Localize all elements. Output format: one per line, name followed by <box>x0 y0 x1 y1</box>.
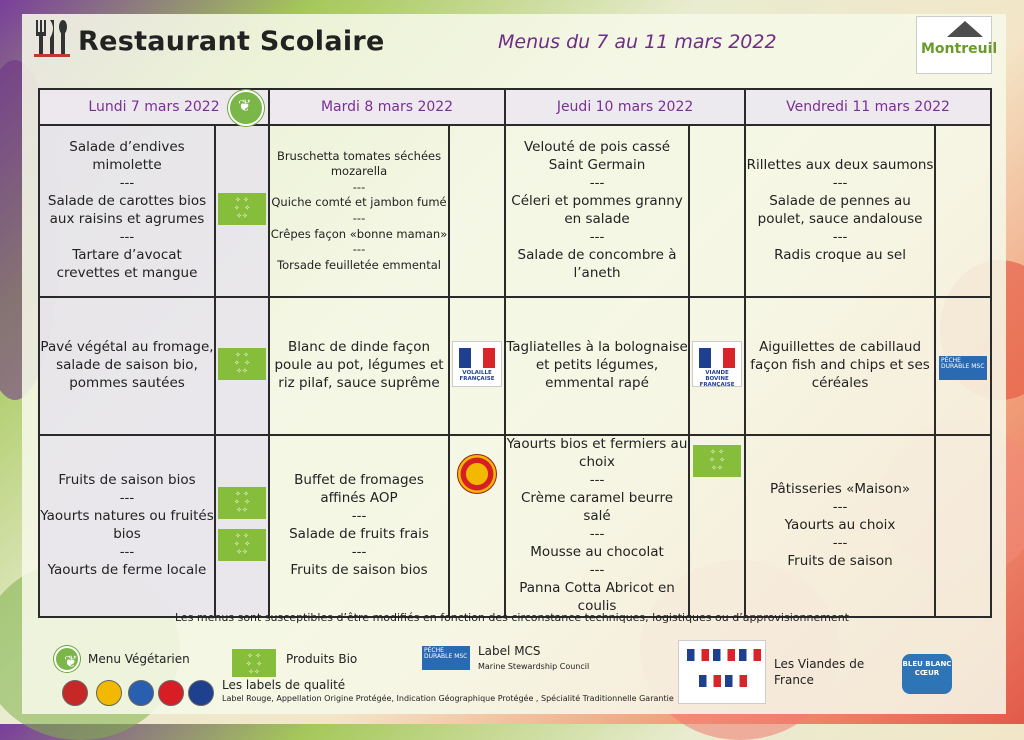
house-roof-icon <box>947 21 983 37</box>
dish-line: Fruits de saison bios <box>58 471 196 488</box>
dish-line: Yaourts natures ou fruités bios <box>40 507 214 542</box>
dish-separator: --- <box>119 228 135 245</box>
dish-separator: --- <box>832 498 848 515</box>
dish-line: Mousse au chocolat <box>530 543 664 560</box>
eu-organic-icon <box>232 649 276 677</box>
dish-line: Céleri et pommes granny en salade <box>511 193 683 227</box>
dish-line: Yaourts au choix <box>784 516 896 533</box>
dish-line: Crème caramel beurre salé <box>521 489 674 524</box>
dish-separator: --- <box>589 471 605 488</box>
badge-label: VOLAILLE FRANÇAISE <box>459 370 495 382</box>
label-cell-thursday <box>689 435 745 617</box>
dish-cell-monday: Pavé végétal au fromage, salade de saison bio, pommes sautées <box>39 297 215 435</box>
dish-separator: --- <box>119 175 135 192</box>
dish-cell-thursday <box>505 435 689 617</box>
stg-icon <box>188 680 214 706</box>
dish-line: Bruschetta tomates séchées mozarella <box>276 148 442 179</box>
city-logo-text: Montreuil <box>921 41 998 57</box>
eu-organic-icon <box>218 487 266 519</box>
dish-line: Crêpes façon «bonne maman» <box>270 226 448 241</box>
label-cell-friday <box>935 125 991 297</box>
legend-quality-title: Les labels de qualité <box>222 678 346 692</box>
week-subtitle: Menus du 7 au 11 mars 2022 <box>498 31 777 53</box>
dish-line: Torsade feuilletée emmental <box>277 257 441 272</box>
legend-vegetarian: Menu Végétarien <box>88 652 190 666</box>
dish-line: Fruits de saison <box>787 552 893 569</box>
legend-msc-title: Label MCS <box>478 644 541 658</box>
label-cell-thursday <box>689 297 745 435</box>
dish-line: Rillettes aux deux saumons <box>746 157 934 174</box>
label-cell-tuesday <box>449 125 505 297</box>
day-header-tuesday: Mardi 8 mars 2022 <box>269 89 505 125</box>
label-cell-monday <box>215 435 269 617</box>
dish-cell-tuesday <box>269 125 449 297</box>
aop-icon <box>96 680 122 706</box>
dish-cell-monday <box>39 435 215 617</box>
label-cell-thursday <box>689 125 745 297</box>
city-logo <box>916 16 998 74</box>
dish-cell-thursday <box>505 125 689 297</box>
dish-separator: --- <box>119 489 135 506</box>
dish-line: Tartare d’avocat crevettes et mangue <box>56 246 198 281</box>
dish-separator: --- <box>589 175 605 192</box>
aop-eu-icon <box>158 680 184 706</box>
msc-icon: PÊCHE DURABLE MSC <box>422 646 470 670</box>
bleu-blanc-coeur-icon: BLEU BLANC CŒUR <box>902 654 952 694</box>
days-header-row <box>39 89 991 125</box>
dish-line: Buffet de fromages affinés AOP <box>294 471 424 506</box>
dish-separator: --- <box>351 507 367 524</box>
dish-line: Salade d’endives mimolette <box>69 139 185 174</box>
viande-bovine-francaise-icon <box>692 341 742 387</box>
dish-cell-friday <box>745 435 935 617</box>
menu-row-desserts <box>39 435 991 617</box>
dish-separator: --- <box>352 211 366 225</box>
dish-separator: --- <box>589 228 605 245</box>
label-cell-friday <box>935 435 991 617</box>
dish-line: Fruits de saison bios <box>290 561 428 578</box>
dish-separator: --- <box>119 543 135 560</box>
label-rouge-icon <box>62 680 88 706</box>
disclaimer-note: Les menus sont susceptibles d’être modifiés en fonction des circonstance techniques, logistiques ou d’approvisionnement <box>175 611 849 624</box>
page-title: Restaurant Scolaire <box>78 26 385 57</box>
volaille-francaise-icon <box>452 341 502 387</box>
msc-icon: PÊCHE DURABLE MSC <box>939 356 987 380</box>
dish-separator: --- <box>832 534 848 551</box>
label-cell-monday <box>215 125 269 297</box>
dish-line: Pâtisseries «Maison» <box>769 480 911 497</box>
label-cell-tuesday <box>449 435 505 617</box>
day-header-friday: Vendredi 11 mars 2022 <box>745 89 991 125</box>
label-cell-monday <box>215 297 269 435</box>
vegetarian-menu-icon <box>54 646 80 672</box>
legend-msc-subtitle: Marine Stewardship Council <box>478 662 590 671</box>
dish-separator: --- <box>832 175 848 192</box>
cutlery-icon <box>34 18 70 58</box>
eu-organic-icon <box>218 348 266 380</box>
dish-cell-friday: Aiguillettes de cabillaud façon fish and chips et ses céréales <box>745 297 935 435</box>
day-label: Lundi 7 mars 2022 <box>88 99 220 115</box>
dish-separator: --- <box>352 242 366 257</box>
dish-line: Salade de carottes bios aux raisins et agrumes <box>47 193 207 227</box>
eu-organic-icon <box>693 445 741 477</box>
legend-viandes: Les Viandes de France <box>774 657 865 687</box>
igp-icon <box>128 680 154 706</box>
badge-label: VIANDE BOVINE FRANÇAISE <box>699 370 735 388</box>
aop-icon <box>457 454 497 494</box>
label-cell-tuesday <box>449 297 505 435</box>
dish-line: Salade de concombre à l’aneth <box>517 246 677 281</box>
menu-row-mains <box>39 297 991 435</box>
dish-separator: --- <box>352 179 366 194</box>
dish-line: Yaourts de ferme locale <box>47 561 207 578</box>
dish-cell-tuesday <box>269 435 449 617</box>
legend-quality-subtitle: Label Rouge, Appellation Origine Protégée, Indication Géographique Protégée , Spécialité Traditionnelle Garantie <box>222 694 674 703</box>
dish-line: Panna Cotta Abricot en coulis <box>519 579 675 614</box>
dish-line: Radis croque au sel <box>774 246 906 263</box>
dish-line: Salade de fruits frais <box>289 525 429 542</box>
dish-line: Velouté de pois cassé Saint Germain <box>523 139 671 174</box>
day-header-thursday: Jeudi 10 mars 2022 <box>505 89 745 125</box>
dish-separator: --- <box>351 543 367 560</box>
day-header-monday <box>39 89 269 125</box>
dish-cell-thursday: Tagliatelles à la bolognaise et petits légumes, emmental rapé <box>505 297 689 435</box>
dish-cell-tuesday: Blanc de dinde façon poule au pot, légumes et riz pilaf, sauce suprême <box>269 297 449 435</box>
label-cell-friday <box>935 297 991 435</box>
dish-line: Quiche comté et jambon fumé <box>271 195 447 210</box>
eu-organic-icon <box>218 193 266 225</box>
legend-bio: Produits Bio <box>286 652 358 666</box>
dish-line: Salade de pennes au poulet, sauce andalouse <box>757 193 923 227</box>
vegetarian-menu-icon <box>228 90 264 126</box>
dish-line: Yaourts bios et fermiers au choix <box>506 436 688 470</box>
dish-separator: --- <box>589 561 605 578</box>
dish-separator: --- <box>589 525 605 542</box>
eu-organic-icon <box>218 529 266 561</box>
viandes-de-france-icon <box>678 640 766 704</box>
menu-table <box>38 88 992 618</box>
dish-separator: --- <box>832 228 848 245</box>
dish-cell-monday <box>39 125 215 297</box>
menu-row-starters <box>39 125 991 297</box>
dish-cell-friday <box>745 125 935 297</box>
